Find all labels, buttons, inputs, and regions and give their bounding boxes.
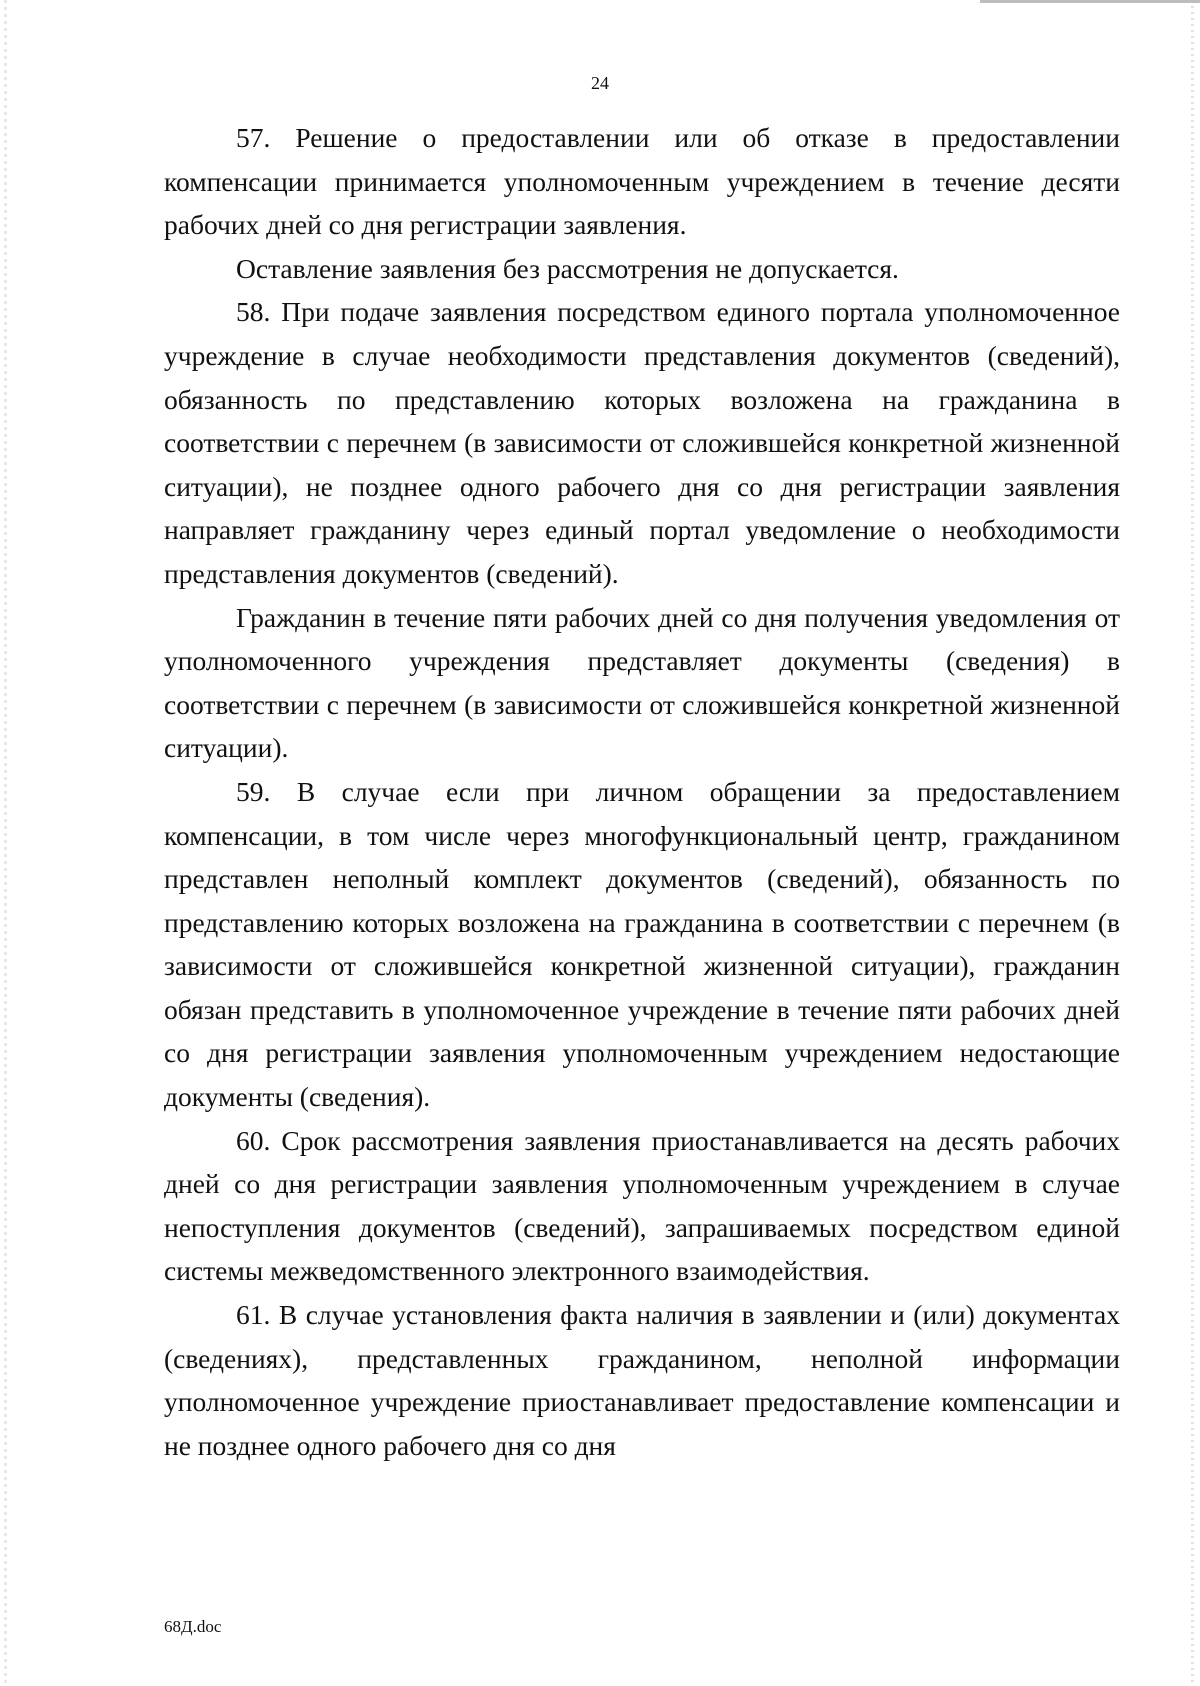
scan-edge-left xyxy=(4,0,7,1686)
page-number: 24 xyxy=(591,73,609,93)
paragraph-59: 59. В случае если при личном обращении за предоставлением компенсации, в том числе через многофункциональный центр, гражданином представлен неполный комплект документов (сведений), обязанность по представлению которых возложена на гражданина в соответствии с перечнем (в зависимости от сложившейся конкретной жизненной ситуации), гражданин обязан представить в уполномоченное учреждение в течение пяти рабочих дней со дня регистрации заявления уполномоченным учреждением недостающие документы (сведения). xyxy=(164,775,1120,1113)
paragraph-61: 61. В случае установления факта наличия в заявлении и (или) документах (сведениях), представленных гражданином, неполной информации уполномоченное учреждение приостанавливает предоставление компенсации и не позднее одного рабочего дня со дня xyxy=(164,1299,1120,1461)
paragraph-57-note: Оставление заявления без рассмотрения не допускается. xyxy=(236,252,899,284)
paragraph-58-citizen: Гражданин в течение пяти рабочих дней со дня получения уведомления от уполномоченного учреждения представляет документы (сведения) в соответствии с перечнем (в зависимости от сложившейся конкретной жизненной ситуации). xyxy=(164,601,1120,764)
paragraph-60: 60. Срок рассмотрения заявления приостанавливается на десять рабочих дней со дня регистрации заявления уполномоченным учреждением в случае непоступления документов (сведений), запрашиваемых посредством единой системы межведомственного электронного взаимодействия. xyxy=(164,1124,1120,1287)
scan-edge-right xyxy=(1191,0,1194,1686)
file-name-footer: 68Д.doc xyxy=(164,1617,222,1636)
scan-top-line xyxy=(980,0,1200,3)
paragraph-58: 58. При подаче заявления посредством единого портала уполномоченное учреждение в случае необходимости представления документов (сведений), обязанность по представлению которых возложена на гражданина в соответствии с перечнем (в зависимости от сложившейся конкретной жизненной ситуации), не позднее одного рабочего дня со дня регистрации заявления направляет гражданину через единый портал уведомление о необходимости представления документов (сведений). xyxy=(164,296,1120,589)
document-body xyxy=(164,116,1120,1467)
paragraph-57: 57. Решение о предоставлении или об отказе в предоставлении компенсации принимается уполномоченным учреждением в течение десяти рабочих дней со дня регистрации заявления. xyxy=(164,122,1120,241)
